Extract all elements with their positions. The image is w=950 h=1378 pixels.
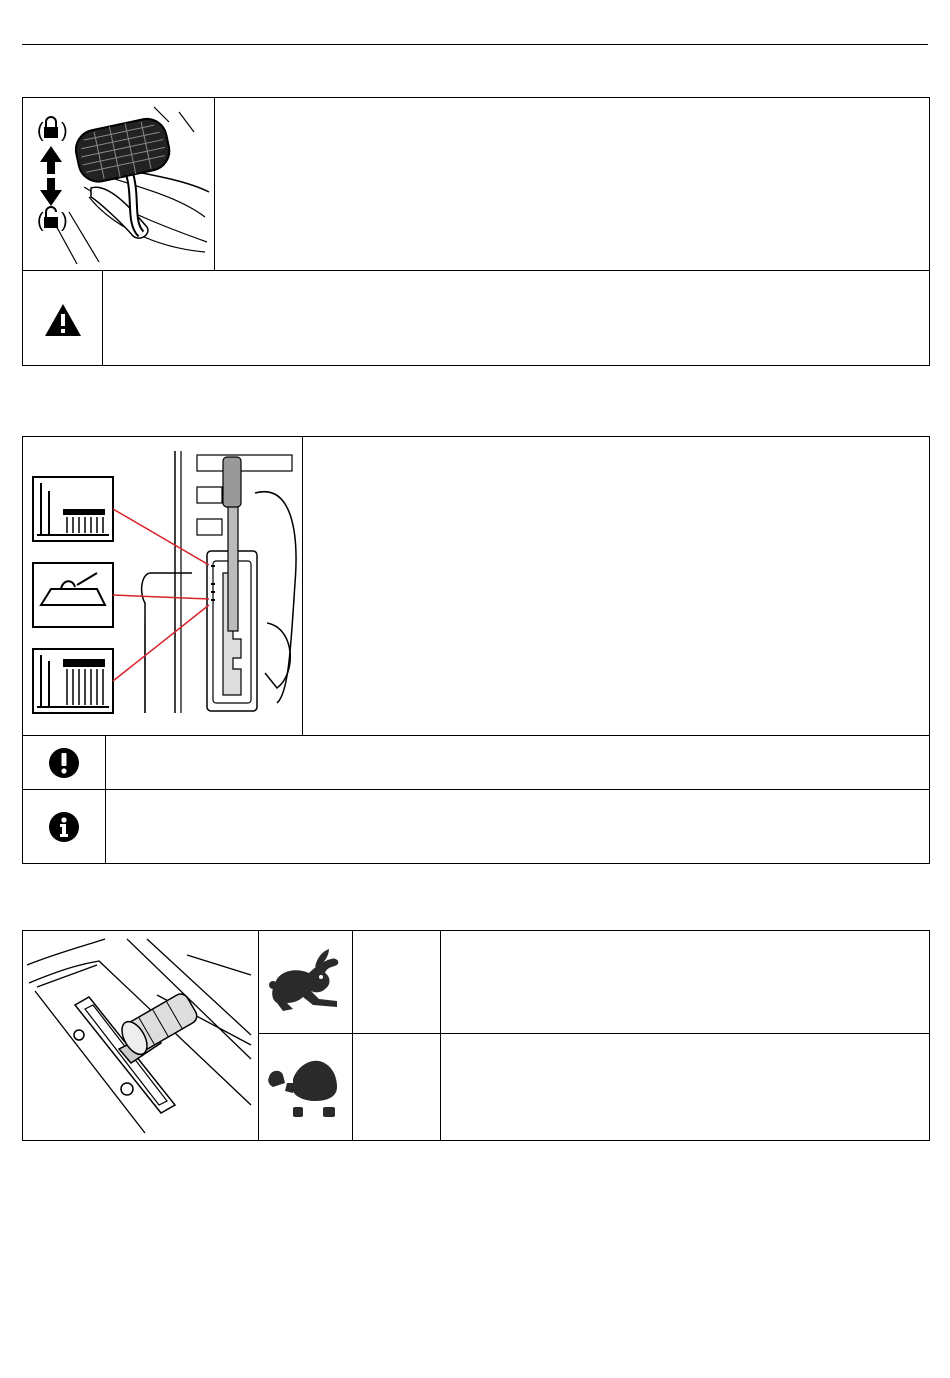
brake-pedal-illustration bbox=[29, 102, 211, 266]
throttle-section bbox=[22, 930, 930, 1141]
mowing-height-lever-section bbox=[22, 436, 930, 864]
svg-text:(: ( bbox=[37, 210, 44, 232]
caution-exclamation-icon bbox=[48, 747, 80, 779]
svg-text:): ) bbox=[61, 120, 68, 142]
header-rule bbox=[22, 44, 928, 45]
svg-text:): ) bbox=[61, 210, 68, 232]
hare-fast-icon bbox=[265, 945, 345, 1019]
warning-triangle-icon bbox=[43, 302, 83, 338]
brake-pedal-section bbox=[22, 97, 930, 366]
throttle-lever-illustration bbox=[27, 935, 255, 1137]
mowing-height-lever-illustration bbox=[27, 443, 299, 731]
svg-text:(: ( bbox=[37, 120, 44, 142]
information-icon bbox=[48, 811, 80, 843]
tortoise-slow-icon bbox=[265, 1047, 345, 1127]
